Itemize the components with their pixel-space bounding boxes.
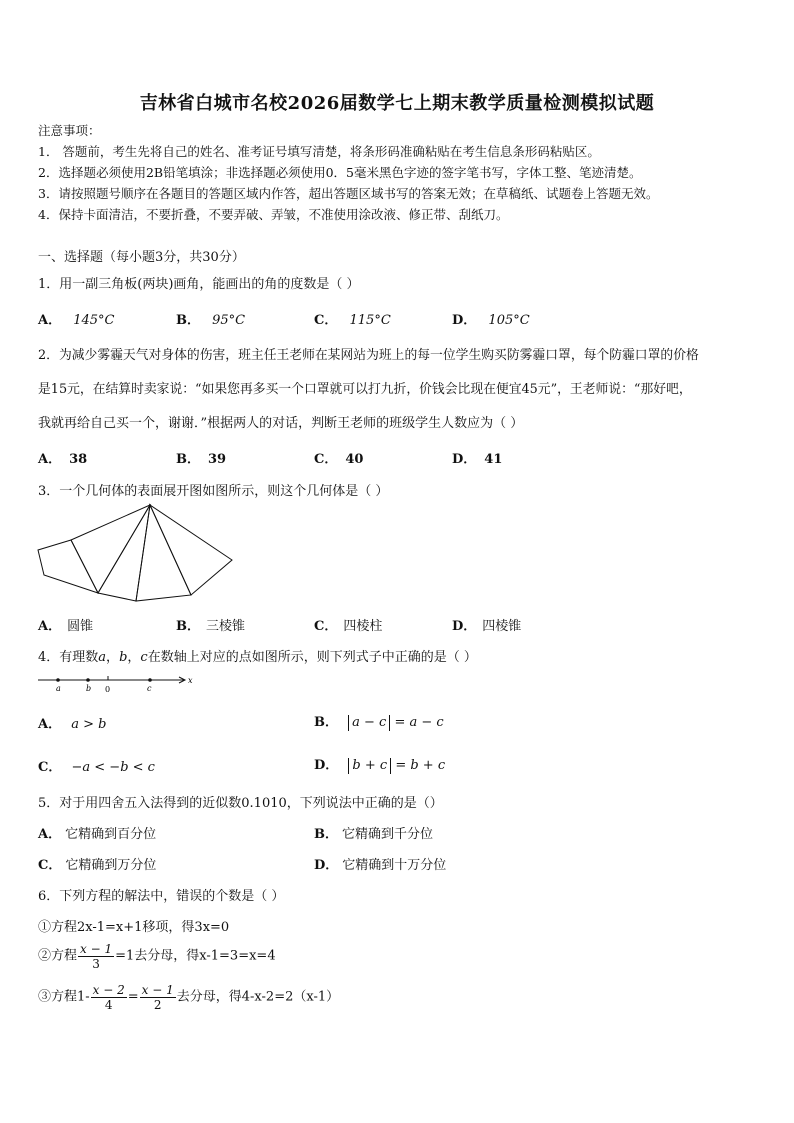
- net-face-base: [136, 505, 191, 601]
- variable-c: c: [140, 650, 148, 665]
- q1-option-c: [314, 309, 391, 328]
- point-c: [148, 678, 152, 682]
- stem-text: 4．有理数: [38, 650, 99, 665]
- denominator: 4: [104, 998, 113, 1012]
- q3-option-a: [38, 615, 93, 634]
- option-value: 38: [69, 452, 88, 467]
- absolute-value: a − c: [348, 715, 390, 731]
- question-1-stem: 1．用一副三角板(两块)画角，能画出的角的度数是（ ）: [38, 277, 360, 292]
- option-label: A．: [38, 619, 62, 634]
- option-value: −a < −b < c: [71, 760, 155, 775]
- denominator: 2: [153, 998, 162, 1012]
- q2-option-b: [176, 448, 226, 467]
- option-label: B．: [176, 619, 200, 634]
- option-value: 95°C: [212, 313, 246, 328]
- net-face-mid: [98, 505, 150, 601]
- fraction: [140, 983, 176, 1012]
- option-value: = a − c: [394, 715, 444, 730]
- item-text: =1去分母，得x-1=3=x=4: [115, 948, 276, 964]
- q6-item-2: [38, 942, 276, 971]
- label-b: b: [86, 684, 92, 693]
- variable-b: b: [119, 650, 128, 665]
- numerator: x − 1: [141, 983, 174, 997]
- q2-option-c: [314, 448, 363, 467]
- option-label: D．: [452, 313, 477, 328]
- option-label: B．: [314, 827, 338, 842]
- fraction: [91, 983, 127, 1012]
- net-face-left: [38, 540, 98, 593]
- item-text: ③方程1-: [38, 989, 90, 1005]
- option-value: 圆锥: [67, 619, 94, 634]
- point-b: [86, 678, 90, 682]
- option-value: 105°C: [488, 313, 530, 328]
- q6-item-1: ①方程2x-1=x+1移项，得3x=0: [38, 920, 230, 935]
- question-6-stem: 6．下列方程的解法中，错误的个数是（ ）: [38, 889, 285, 904]
- option-label: B．: [314, 715, 338, 730]
- stem-text: 在数轴上对应的点如图所示，则下列式子中正确的是（ ）: [147, 650, 477, 665]
- question-3-stem: 3．一个几何体的表面展开图如图所示，则这个几何体是（ ）: [38, 484, 389, 499]
- label-zero: 0: [105, 685, 111, 694]
- q4-option-b: [314, 711, 444, 731]
- label-c: c: [147, 684, 152, 693]
- numerator: x − 1: [80, 942, 113, 956]
- note-item: 4．保持卡面清洁，不要折叠，不要弄破、弄皱，不准使用涂改液、修正带、刮纸刀。: [38, 207, 509, 222]
- note-item: 3．请按照题号顺序在各题目的答题区域内作答，超出答题区域书写的答案无效；在草稿纸、试题卷上答题无效。: [38, 186, 659, 201]
- option-label: D．: [452, 452, 477, 467]
- option-value: 40: [345, 452, 364, 467]
- variable-a: a: [98, 650, 107, 665]
- item-text: 去分母，得4-x-2=2（x-1）: [176, 989, 340, 1005]
- q2-option-a: [38, 448, 87, 467]
- note-item: 1． 答题前，考生先将自己的姓名、准考证号填写清楚，将条形码准确粘贴在考生信息条形码粘贴区。: [38, 144, 600, 159]
- page-title: 吉林省白城市名校2026届数学七上期末教学质量检测模拟试题: [139, 93, 655, 114]
- label-a: a: [56, 684, 61, 693]
- q5-option-c: [38, 854, 156, 873]
- question-4-stem: [38, 646, 477, 665]
- numerator: x − 2: [92, 983, 125, 997]
- option-label: A．: [38, 452, 62, 467]
- option-value: 41: [484, 452, 503, 467]
- q3-option-d: [452, 615, 521, 634]
- item-text: ②方程: [38, 948, 78, 964]
- option-value: 145°C: [73, 313, 115, 328]
- question-5-stem: 5．对于用四舍五入法得到的近似数0.1010，下列说法中正确的是（）: [38, 796, 443, 811]
- q3-option-b: [176, 615, 245, 634]
- label-x: x: [188, 676, 193, 685]
- q1-option-b: [176, 309, 245, 328]
- option-label: A．: [38, 827, 62, 842]
- option-value: 它精确到十万分位: [342, 858, 447, 873]
- denominator: 3: [92, 957, 100, 971]
- option-label: C．: [314, 619, 338, 634]
- option-label: C．: [38, 760, 62, 775]
- option-value: a > b: [71, 717, 107, 732]
- q2-option-d: [452, 448, 502, 467]
- equals-sign: =: [127, 989, 139, 1005]
- note-item: 2．选择题必须使用2B铅笔填涂；非选择题必须使用0．5毫米黑色字迹的签字笔书写，字体工整、笔迹清楚。: [38, 165, 642, 180]
- option-label: B．: [176, 313, 200, 328]
- option-value: 四棱柱: [343, 619, 383, 634]
- net-face-right: [150, 505, 232, 595]
- option-label: A．: [38, 717, 62, 732]
- option-value: = b + c: [395, 758, 446, 773]
- q5-option-b: [314, 823, 433, 842]
- notes-heading: 注意事项：: [38, 123, 101, 138]
- q4-option-d: [314, 754, 445, 774]
- option-value: 115°C: [349, 313, 391, 328]
- q4-option-c: [38, 756, 155, 775]
- separator: ，: [106, 650, 120, 665]
- question-2-line1: 2．为减少雾霾天气对身体的伤害，班主任王老师在某网站为班上的每一位学生购买防雾霾口罩，每个防霾口罩的价格: [38, 348, 699, 363]
- option-value: 四棱锥: [482, 619, 522, 634]
- q6-item-3: [38, 983, 339, 1012]
- section-heading: 一、选择题（每小题3分，共30分）: [38, 250, 245, 265]
- option-label: D．: [314, 758, 339, 773]
- option-value: 三棱锥: [206, 619, 246, 634]
- option-value: 39: [208, 452, 227, 467]
- option-label: D．: [314, 858, 339, 873]
- fraction: [78, 942, 114, 971]
- separator: ，: [127, 650, 141, 665]
- net-diagram: [36, 500, 236, 605]
- q4-option-a: [38, 713, 106, 732]
- option-label: C．: [38, 858, 62, 873]
- option-label: A．: [38, 313, 62, 328]
- question-2-line2: 是15元，在结算时卖家说：“如果您再多买一个口罩就可以打九折，价钱会比现在便宜45元”，王老师说：“那好吧，: [38, 382, 692, 397]
- q5-option-d: [314, 854, 446, 873]
- q3-option-c: [314, 615, 382, 634]
- q1-option-d: [452, 309, 530, 328]
- option-label: C．: [314, 452, 338, 467]
- option-label: D．: [452, 619, 477, 634]
- number-line: [36, 672, 201, 694]
- q5-option-a: [38, 823, 156, 842]
- point-a: [56, 678, 60, 682]
- option-value: 它精确到千分位: [342, 827, 434, 842]
- option-value: 它精确到万分位: [65, 858, 157, 873]
- question-2-line3: 我就再给自己买一个，谢谢．”根据两人的对话，判断王老师的班级学生人数应为（ ）: [38, 416, 524, 431]
- option-label: B．: [176, 452, 200, 467]
- absolute-value: b + c: [348, 758, 391, 774]
- q1-option-a: [38, 309, 115, 328]
- net-face-top-left: [71, 505, 150, 593]
- option-value: 它精确到百分位: [65, 827, 157, 842]
- option-label: C．: [314, 313, 338, 328]
